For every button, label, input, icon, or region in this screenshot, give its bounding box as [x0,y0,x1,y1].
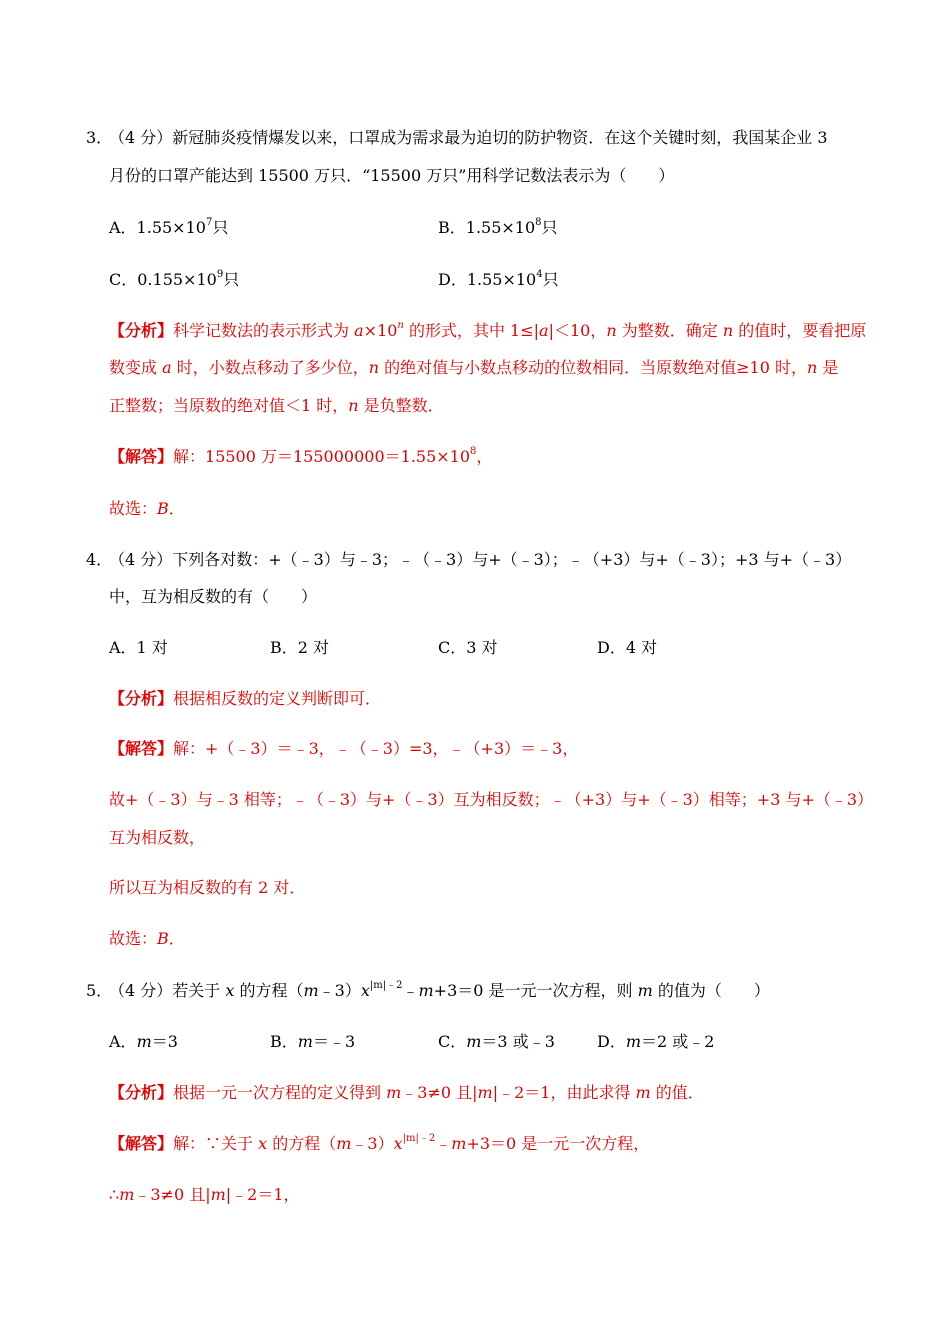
q3-analysis-line3: 正整数；当原数的绝对值＜1 时，n 是负整数． [109,396,444,415]
q3-option-c: C．$0.155\times 10^9$只 [109,268,240,289]
q4-answer-line2: 故+（﹣3）与﹣3 相等；﹣（﹣3）与+（﹣3）互为相反数；﹣（+3）与+（﹣3）相等；+3 与+（﹣3） [109,790,874,809]
q5-option-a: A．m＝3 [109,1032,178,1051]
q4-stem-line1: （4 分）下列各对数：+（﹣3）与﹣3；﹣（﹣3）与+（﹣3）；﹣（+3）与+（﹣3）；+3 与+（﹣3） [109,550,852,569]
q3-analysis-line1: 【分析】科学记数法的表示形式为 $a\times 10^n$ 的形式，其中 1≤|a|＜10，n 为整数．确定 n 的值时，要看把原 [109,319,867,340]
q4-analysis: 【分析】根据相反数的定义判断即可． [109,689,382,708]
q4-stem-line2: 中，互为相反数的有（ ） [109,587,318,606]
q3-choice: 故选：B． [109,499,185,518]
q4-answer-line3: 互为相反数， [109,828,206,847]
q4-option-d: D．4 对 [597,638,658,657]
q5-option-d: D．m＝2 或﹣2 [597,1032,715,1051]
q5-answer-line2: ∴m﹣3≠0 且|m|﹣2＝1， [109,1185,300,1204]
q3-analysis-line2: 数变成 a 时，小数点移动了多少位，n 的绝对值与小数点移动的位数相同．当原数绝对值≥10 时，n 是 [109,358,839,377]
q3-number: 3． [86,128,113,147]
q3-option-a: A．$1.55\times 10^7$只 [109,216,229,237]
q3-stem-line2: 月份的口罩产能达到 15500 万只．“15500 万只”用科学记数法表示为（ ） [109,166,675,185]
q4-option-c: C．3 对 [438,638,498,657]
q4-answer-line1: 【解答】解：+（﹣3）＝﹣3，﹣（﹣3）=3，﹣（+3）＝﹣3， [109,739,579,758]
q3-option-b: B．$1.55\times 10^8$只 [438,216,558,237]
q5-number: 5． [86,981,113,1000]
q5-stem: （4 分）若关于 x 的方程$(m﹣3)x^{|m|﹣2}﹣m+3=0$ 是一元一次方程，则 m 的值为（ ） [109,979,770,1000]
q3-option-d: D．$1.55\times 10^4$只 [438,268,559,289]
q5-answer-line1: 【解答】解：∵关于 x 的方程$(m﹣3)x^{|m|﹣2}﹣m+3=0$ 是一元一次方程， [109,1132,650,1153]
q5-option-b: B．m＝﹣3 [270,1032,356,1051]
q5-analysis: 【分析】根据一元一次方程的定义得到 m﹣3≠0 且|m|﹣2＝1，由此求得 m 的值． [109,1083,704,1102]
q3-answer: 【解答】解：15500 万$=155000000=1.55\times 10^8$， [109,445,493,466]
q5-option-c: C．m＝3 或﹣3 [438,1032,555,1051]
q4-option-a: A．1 对 [109,638,168,657]
q3-stem-line1: （4 分）新冠肺炎疫情爆发以来，口罩成为需求最为迫切的防护物资．在这个关键时刻，我国某企业 3 [109,128,828,147]
q4-choice: 故选：B． [109,929,185,948]
q4-option-b: B．2 对 [270,638,330,657]
q4-answer-line4: 所以互为相反数的有 2 对． [109,878,306,897]
q4-number: 4． [86,550,113,569]
